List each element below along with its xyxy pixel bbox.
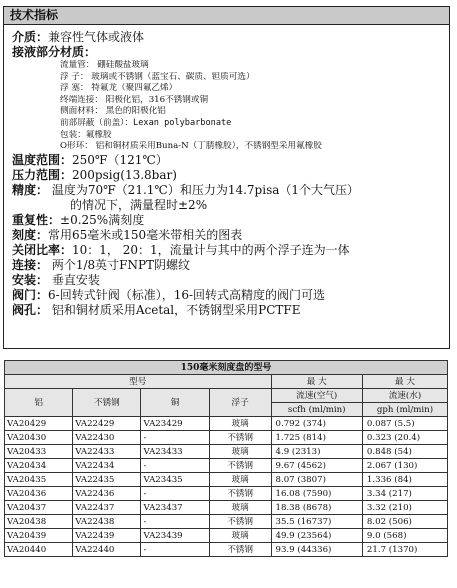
accuracy-cont-row [12, 198, 443, 213]
cell-air: 0.792 (374) [271, 417, 362, 431]
table-row [5, 529, 448, 543]
valve-row [12, 288, 443, 303]
cell-ss: VA22434 [73, 459, 141, 473]
cell-air: 9.67 (4562) [271, 459, 362, 473]
accuracy-cont: 的情况下，满量程时±2% [70, 197, 208, 212]
cell-cu: VA23435 [141, 473, 209, 487]
unit-air-header: scfh (ml/min) [271, 403, 362, 417]
wetted-key: O形环： [60, 141, 93, 152]
cell-water: 0.323 (20.4) [362, 431, 447, 445]
table-row [5, 473, 448, 487]
table-group-row [5, 375, 448, 389]
wetted-value: 阳极化铝，316不锈钢或铜 [105, 94, 209, 105]
media-label: 介质： [12, 30, 49, 44]
conn-label: 连接： [12, 257, 49, 272]
table-title-row [5, 361, 448, 375]
cell-water: 1.336 (84) [362, 473, 447, 487]
cell-water: 8.02 (506) [362, 515, 447, 529]
cell-cu: VA23433 [141, 445, 209, 459]
group-max-water-header: 最 大 [362, 375, 447, 389]
cell-al: VA20436 [5, 487, 73, 501]
conn-row [12, 258, 443, 273]
scale-label: 刻度： [12, 227, 49, 242]
table-row [5, 515, 448, 529]
table-row [5, 501, 448, 515]
cell-water: 0.848 (54) [362, 445, 447, 459]
cell-water: 21.7 (1370) [362, 543, 447, 557]
cell-al: VA20440 [5, 543, 73, 557]
valve-value: 6-回转式针阀（标准），16-回转式高精度的阀门可选 [48, 287, 326, 302]
cell-float: 玻璃 [209, 417, 271, 431]
cell-ss: VA22430 [73, 431, 141, 445]
cell-ss: VA22433 [73, 445, 141, 459]
wetted-value: 黑色的阳极化铝 [105, 106, 166, 117]
conn-value: 两个1/8英寸FNPT阴螺纹 [51, 257, 191, 272]
cell-water: 3.34 (217) [362, 487, 447, 501]
wetted-item [12, 60, 443, 72]
pressure-label: 压力范围： [12, 167, 73, 182]
table-body [5, 417, 448, 557]
cell-air: 35.5 (16737) [271, 515, 362, 529]
wetted-key: 侧面材料： [60, 106, 103, 117]
col-water-header: 流速(水) [362, 389, 447, 403]
cell-ss: VA22437 [73, 501, 141, 515]
wetted-key: 流量管： [60, 60, 95, 70]
cell-air: 16.08 (7590) [271, 487, 362, 501]
wetted-value: 玻璃或不锈钢（蓝宝石、碳质、钽质可选） [91, 71, 255, 82]
wetted-item [12, 72, 443, 84]
cell-cu: - [141, 431, 209, 445]
cell-water: 3.32 (210) [362, 501, 447, 515]
col-ss-header: 不锈钢 [73, 389, 141, 417]
cell-air: 93.9 (44336) [271, 543, 362, 557]
valve-hole-value: 铝和铜材质采用Acetal，不锈钢型采用PCTFE [51, 302, 301, 317]
ratio-label: 关闭比率： [12, 242, 73, 257]
unit-water-header: gph (ml/min) [362, 403, 447, 417]
wetted-key: 前部屏蔽（前盖）： [60, 117, 134, 128]
wetted-key: 浮 塞： [60, 83, 89, 94]
cell-al: VA20437 [5, 501, 73, 515]
ratio-value: 10：1， 20：1，流量计与其中的两个浮子连为一体 [72, 242, 350, 257]
col-cu-header: 铜 [141, 389, 209, 417]
valve-label: 阀门： [12, 287, 49, 302]
cell-water: 0.087 (5.5) [362, 417, 447, 431]
wetted-list [12, 60, 443, 153]
cell-float: 不锈钢 [209, 431, 271, 445]
wetted-value: 硼硅酸盐玻璃 [97, 60, 149, 70]
wetted-key: 浮 子： [60, 71, 89, 82]
pressure-value: 200psig(13.8bar) [72, 167, 177, 182]
table-col-row [5, 389, 448, 403]
media-row [12, 30, 443, 45]
cell-float: 不锈钢 [209, 459, 271, 473]
cell-cu: - [141, 487, 209, 501]
cell-float: 玻璃 [209, 501, 271, 515]
repeat-label: 重复性： [12, 212, 61, 227]
cell-ss: VA22439 [73, 529, 141, 543]
wetted-item [12, 106, 443, 118]
accuracy-value: 温度为70℉（21.1℃）和压力为14.7pisa（1个大气压） [51, 182, 360, 197]
wetted-key: 包装： [60, 129, 86, 140]
cell-cu: - [141, 543, 209, 557]
table-row [5, 431, 448, 445]
cell-al: VA20433 [5, 445, 73, 459]
cell-water: 2.067 (130) [362, 459, 447, 473]
table-title: 150毫米刻度盘的型号 [5, 361, 448, 375]
cell-air: 8.07 (3807) [271, 473, 362, 487]
cell-ss: VA22429 [73, 417, 141, 431]
scale-row [12, 228, 443, 243]
wetted-value: 氟橡胶 [85, 129, 112, 140]
cell-ss: VA22440 [73, 543, 141, 557]
wetted-item [12, 130, 443, 142]
cell-cu: VA23439 [141, 529, 209, 543]
accuracy-label: 精度： [12, 182, 49, 197]
cell-al: VA20434 [5, 459, 73, 473]
temp-label: 温度范围： [12, 152, 73, 167]
wetted-item [12, 141, 443, 153]
group-model-header: 型号 [5, 375, 272, 389]
cell-al: VA20429 [5, 417, 73, 431]
cell-ss: VA22436 [73, 487, 141, 501]
cell-water: 9.0 (568) [362, 529, 447, 543]
cell-float: 不锈钢 [209, 487, 271, 501]
cell-float: 玻璃 [209, 473, 271, 487]
cell-cu: - [141, 459, 209, 473]
table-row [5, 543, 448, 557]
wetted-item [12, 83, 443, 95]
col-float-header: 浮子 [209, 389, 271, 417]
cell-float: 玻璃 [209, 529, 271, 543]
temp-value: 250℉（121℃） [72, 152, 168, 167]
wetted-value: 铝和铜材质采用Buna-N（丁腈橡胶），不锈钢型采用氟橡胶 [95, 141, 322, 152]
wetted-item [12, 95, 443, 107]
table-row [5, 459, 448, 473]
spec-box [3, 6, 450, 349]
install-row [12, 273, 443, 288]
wetted-item [12, 118, 443, 130]
cell-al: VA20430 [5, 431, 73, 445]
temp-row [12, 153, 443, 168]
table-row [5, 487, 448, 501]
install-label: 安装： [12, 272, 49, 287]
valve-hole-label: 阀孔： [12, 302, 49, 317]
ratio-row [12, 243, 443, 258]
cell-float: 不锈钢 [209, 543, 271, 557]
repeat-row [12, 213, 443, 228]
media-value: 兼容性气体或液体 [48, 30, 145, 44]
repeat-value: ±0.25%满刻度 [60, 212, 145, 227]
cell-air: 18.38 (8678) [271, 501, 362, 515]
cell-cu: VA23429 [141, 417, 209, 431]
cell-air: 49.9 (23564) [271, 529, 362, 543]
cell-al: VA20435 [5, 473, 73, 487]
spec-header: 技术指标 [4, 7, 449, 25]
table-row [5, 445, 448, 459]
group-max-air-header: 最 大 [271, 375, 362, 389]
wetted-value: Lexan polybarbonate [133, 117, 232, 128]
models-table [4, 360, 448, 557]
cell-al: VA20439 [5, 529, 73, 543]
pressure-row [12, 168, 443, 183]
wetted-title: 接液部分材质： [12, 45, 97, 59]
scale-value: 常用65毫米或150毫米带相关的图表 [48, 227, 243, 242]
cell-air: 1.725 (814) [271, 431, 362, 445]
cell-cu: VA23437 [141, 501, 209, 515]
cell-float: 不锈钢 [209, 515, 271, 529]
table-row [5, 417, 448, 431]
cell-cu: - [141, 515, 209, 529]
col-air-header: 流速(空气) [271, 389, 362, 403]
spec-body [4, 25, 449, 318]
cell-ss: VA22438 [73, 515, 141, 529]
cell-air: 4.9 (2313) [271, 445, 362, 459]
cell-ss: VA22435 [73, 473, 141, 487]
wetted-key: 终端连接： [60, 94, 103, 105]
install-value: 垂直安装 [51, 272, 100, 287]
wetted-title-row [12, 45, 443, 60]
col-al-header: 铝 [5, 389, 73, 417]
cell-al: VA20438 [5, 515, 73, 529]
cell-float: 玻璃 [209, 445, 271, 459]
wetted-value: 特氟龙（聚四氟乙烯） [91, 83, 178, 94]
accuracy-row [12, 183, 443, 198]
valve-hole-row [12, 303, 443, 318]
